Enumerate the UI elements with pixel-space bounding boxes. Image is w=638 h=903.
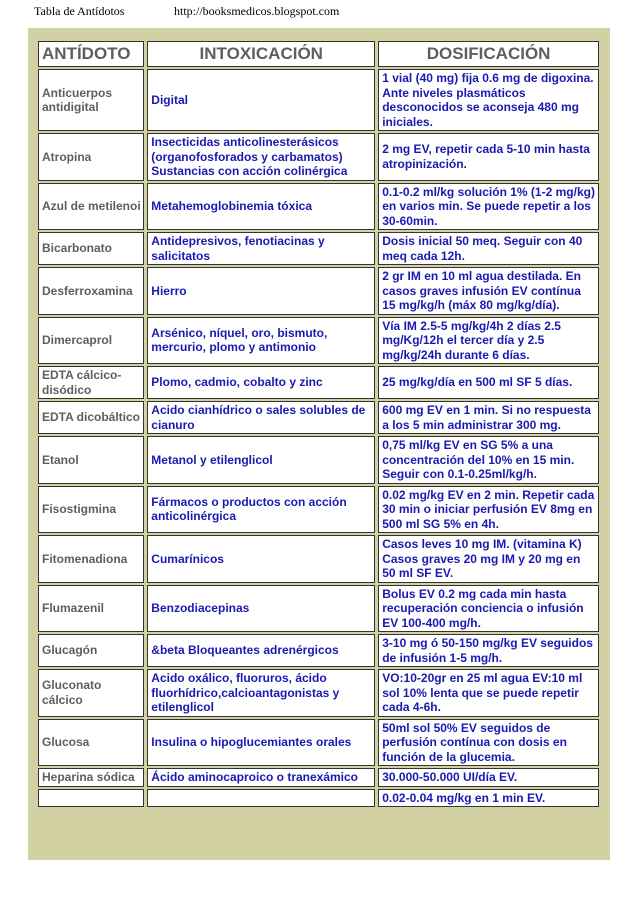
cell-dose: 1 vial (40 mg) fija 0.6 mg de digoxina. Ante niveles plasmáticos desconocidos se aconseja 480 mg iniciales. bbox=[378, 69, 599, 131]
cell-antidote: Dimercaprol bbox=[38, 317, 144, 365]
table-row bbox=[38, 183, 599, 231]
cell-dose: Dosis inicial 50 meq. Seguir con 40 meq cada 12h. bbox=[378, 232, 599, 265]
cell-intoxication: Cumarínicos bbox=[147, 535, 375, 583]
cell-dose: Bolus EV 0.2 mg cada min hasta recuperación conciencia o infusión EV 100-400 mg/h. bbox=[378, 585, 599, 633]
table-body bbox=[38, 69, 599, 807]
cell-dose: VO:10-20gr en 25 ml agua EV:10 ml sol 10% lenta que se puede repetir cada 4-6h. bbox=[378, 669, 599, 717]
cell-antidote: Anticuerpos antidigital bbox=[38, 69, 144, 131]
cell-intoxication: Metahemoglobinemia tóxica bbox=[147, 183, 375, 231]
cell-antidote: Etanol bbox=[38, 436, 144, 484]
table-row bbox=[38, 634, 599, 667]
cell-antidote: Heparina sódica bbox=[38, 768, 144, 787]
cell-intoxication bbox=[147, 789, 375, 808]
table-row bbox=[38, 585, 599, 633]
column-header-intoxication: INTOXICACIÓN bbox=[147, 41, 375, 67]
cell-antidote bbox=[38, 789, 144, 808]
cell-intoxication: Acido oxálico, fluoruros, ácido fluorhídrico,calcioantagonistas y etilenglicol bbox=[147, 669, 375, 717]
cell-intoxication: Hierro bbox=[147, 267, 375, 315]
table-row bbox=[38, 535, 599, 583]
cell-intoxication: Arsénico, níquel, oro, bismuto, mercurio, plomo y antimonio bbox=[147, 317, 375, 365]
table-row bbox=[38, 789, 599, 808]
cell-antidote: Atropina bbox=[38, 133, 144, 181]
table-row bbox=[38, 486, 599, 534]
cell-antidote: EDTA dicobáltico bbox=[38, 401, 144, 434]
cell-dose: 3-10 mg ó 50-150 mg/kg EV seguidos de infusión 1-5 mg/h. bbox=[378, 634, 599, 667]
cell-antidote: Fitomenadiona bbox=[38, 535, 144, 583]
cell-antidote: Glucosa bbox=[38, 719, 144, 767]
cell-antidote: EDTA cálcico-disódico bbox=[38, 366, 144, 399]
cell-dose: Casos leves 10 mg IM. (vitamina K) Casos graves 20 mg IM y 20 mg en 50 ml SF EV. bbox=[378, 535, 599, 583]
cell-antidote: Desferroxamina bbox=[38, 267, 144, 315]
page-header-url: http://booksmedicos.blogspot.com bbox=[174, 4, 340, 18]
cell-dose: 50ml sol 50% EV seguidos de perfusión contínua con dosis en función de la glucemia. bbox=[378, 719, 599, 767]
table-row bbox=[38, 719, 599, 767]
cell-dose: 0.1-0.2 ml/kg solución 1% (1-2 mg/kg) en varios min. Se puede repetir a los 30-60min. bbox=[378, 183, 599, 231]
cell-intoxication: Antidepresivos, fenotiacinas y salicitatos bbox=[147, 232, 375, 265]
cell-dose: 600 mg EV en 1 min. Si no respuesta a los 5 min administrar 300 mg. bbox=[378, 401, 599, 434]
table-frame bbox=[28, 28, 610, 860]
cell-intoxication: &beta Bloqueantes adrenérgicos bbox=[147, 634, 375, 667]
antidote-table bbox=[35, 39, 602, 809]
cell-intoxication: Insecticidas anticolinesterásicos (organofosforados y carbamatos) Sustancias con acción colinérgica bbox=[147, 133, 375, 181]
page-header bbox=[0, 0, 638, 22]
cell-antidote: Glucagón bbox=[38, 634, 144, 667]
table-row bbox=[38, 366, 599, 399]
cell-dose: 30.000-50.000 UI/día EV. bbox=[378, 768, 599, 787]
cell-dose: 0.02-0.04 mg/kg en 1 min EV. bbox=[378, 789, 599, 808]
table-row bbox=[38, 401, 599, 434]
cell-intoxication: Fármacos o productos con acción anticolinérgica bbox=[147, 486, 375, 534]
cell-antidote: Fisostigmina bbox=[38, 486, 144, 534]
cell-antidote: Azul de metilenoi bbox=[38, 183, 144, 231]
header-row bbox=[38, 41, 599, 67]
cell-antidote: Flumazenil bbox=[38, 585, 144, 633]
cell-intoxication: Benzodiacepinas bbox=[147, 585, 375, 633]
cell-dose: 2 gr IM en 10 ml agua destilada. En casos graves infusión EV contínua 15 mg/kg/h (máx 80 mg/kg/día). bbox=[378, 267, 599, 315]
cell-intoxication: Digital bbox=[147, 69, 375, 131]
cell-antidote: Bicarbonato bbox=[38, 232, 144, 265]
column-header-dose: DOSIFICACIÓN bbox=[378, 41, 599, 67]
cell-intoxication: Acido cianhídrico o sales solubles de cianuro bbox=[147, 401, 375, 434]
cell-dose: 2 mg EV, repetir cada 5-10 min hasta atropinización. bbox=[378, 133, 599, 181]
cell-antidote: Gluconato cálcico bbox=[38, 669, 144, 717]
cell-intoxication: Plomo, cadmio, cobalto y zinc bbox=[147, 366, 375, 399]
cell-intoxication: Ácido aminocaproico o tranexámico bbox=[147, 768, 375, 787]
table-row bbox=[38, 669, 599, 717]
cell-dose: Vía IM 2.5-5 mg/kg/4h 2 días 2.5 mg/Kg/12h el tercer día y 2.5 mg/kg/24h durante 6 días. bbox=[378, 317, 599, 365]
table-row bbox=[38, 133, 599, 181]
page-header-title: Tabla de Antídotos bbox=[34, 4, 125, 18]
table-row bbox=[38, 768, 599, 787]
cell-dose: 0,75 ml/kg EV en SG 5% a una concentración del 10% en 15 min. Seguir con 0.1-0.25ml/kg/h. bbox=[378, 436, 599, 484]
table-row bbox=[38, 436, 599, 484]
table-row bbox=[38, 232, 599, 265]
table-row bbox=[38, 317, 599, 365]
cell-dose: 0.02 mg/kg EV en 2 min. Repetir cada 30 min o iniciar perfusión EV 8mg en 500 ml SG 5% en 4h. bbox=[378, 486, 599, 534]
table-row bbox=[38, 69, 599, 131]
cell-intoxication: Metanol y etilenglicol bbox=[147, 436, 375, 484]
table-row bbox=[38, 267, 599, 315]
cell-dose: 25 mg/kg/día en 500 ml SF 5 días. bbox=[378, 366, 599, 399]
cell-intoxication: Insulina o hipoglucemiantes orales bbox=[147, 719, 375, 767]
column-header-antidote: ANTÍDOTO bbox=[38, 41, 144, 67]
